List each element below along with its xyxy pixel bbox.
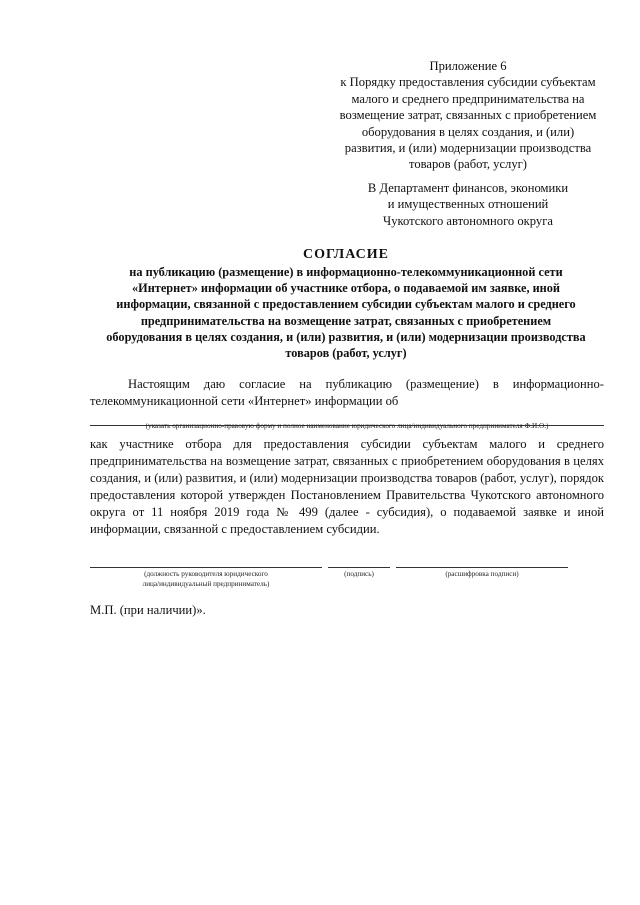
position-caption — [90, 570, 322, 589]
appendix-line: развития, и (или) модернизации производства — [344, 141, 592, 156]
document-title: СОГЛАСИЕ — [303, 247, 389, 262]
document-subtitle — [88, 264, 604, 361]
decoding-caption: (расшифровка подписи) — [445, 570, 519, 578]
position-caption-line: лица/индивидуальный предприниматель) — [142, 579, 270, 588]
addressee-block — [320, 180, 616, 229]
appendix-line: к Порядку предоставления субсидии субъектам — [340, 75, 596, 90]
appendix-line: товаров (работ, услуг) — [409, 157, 527, 172]
position-caption-line: (должность руководителя юридического — [144, 570, 268, 578]
subtitle-line: товаров (работ, услуг) — [285, 346, 407, 361]
addressee-line: и имущественных отношений — [387, 197, 549, 212]
addressee-line: В Департамент финансов, экономики — [367, 181, 569, 195]
addressee-line: Чукотского автономного округа — [383, 213, 553, 228]
decoding-fill-line[interactable] — [396, 567, 568, 568]
consent-paragraph: Настоящим даю согласие на публикацию (размещение) в информационно-телекоммуникационной сети «Интернет» информации об — [90, 377, 604, 408]
appendix-line: Приложение 6 — [429, 59, 507, 73]
appendix-line: оборудования в целях создания, и (или) — [361, 124, 575, 139]
appendix-line: возмещение затрат, связанных с приобретением — [339, 108, 597, 123]
subtitle-line: оборудования в целях создания, и (или) развития, и (или) модернизации производства — [106, 329, 586, 344]
signature-fill-line[interactable] — [328, 567, 390, 568]
participant-paragraph: как участнике отбора для предоставления субсидии субъектам малого и среднего предпринимательства на возмещение затрат, связанных с приобретением оборудования в целях создания, и (или) развития, и (или) модернизации производства товаров (работ, услуг), порядок предоставления которой утвержден Постановлением Правительства Чукотского автономного округа от 11 ноября 2019 года № 499 (далее - субсидия), о подаваемой заявке и иной информации, связанной с предоставлением субсидии. — [90, 437, 604, 536]
subtitle-line: информации, связанной с предоставлением субсидии субъектам малого и среднего — [116, 297, 576, 312]
position-fill-line[interactable] — [90, 567, 322, 568]
subtitle-line: на публикацию (размещение) в информационно-телекоммуникационной сети — [129, 265, 563, 279]
subtitle-line: предпринимательства на возмещение затрат, связанных с приобретением — [140, 313, 552, 328]
appendix-header — [320, 58, 616, 173]
signature-caption: (подпись) — [344, 570, 374, 578]
appendix-line: малого и среднего предпринимательства на — [351, 91, 585, 106]
applicant-name-caption: (указать организационно-правовую форму и полное наименование юридического лица/индивидуального предпринимателя Ф.И.О.) — [145, 422, 549, 430]
stamp-note: М.П. (при наличии)». — [90, 603, 206, 617]
subtitle-line: «Интернет» информации об участнике отбора, о подаваемой им заявке, иной — [131, 281, 561, 296]
